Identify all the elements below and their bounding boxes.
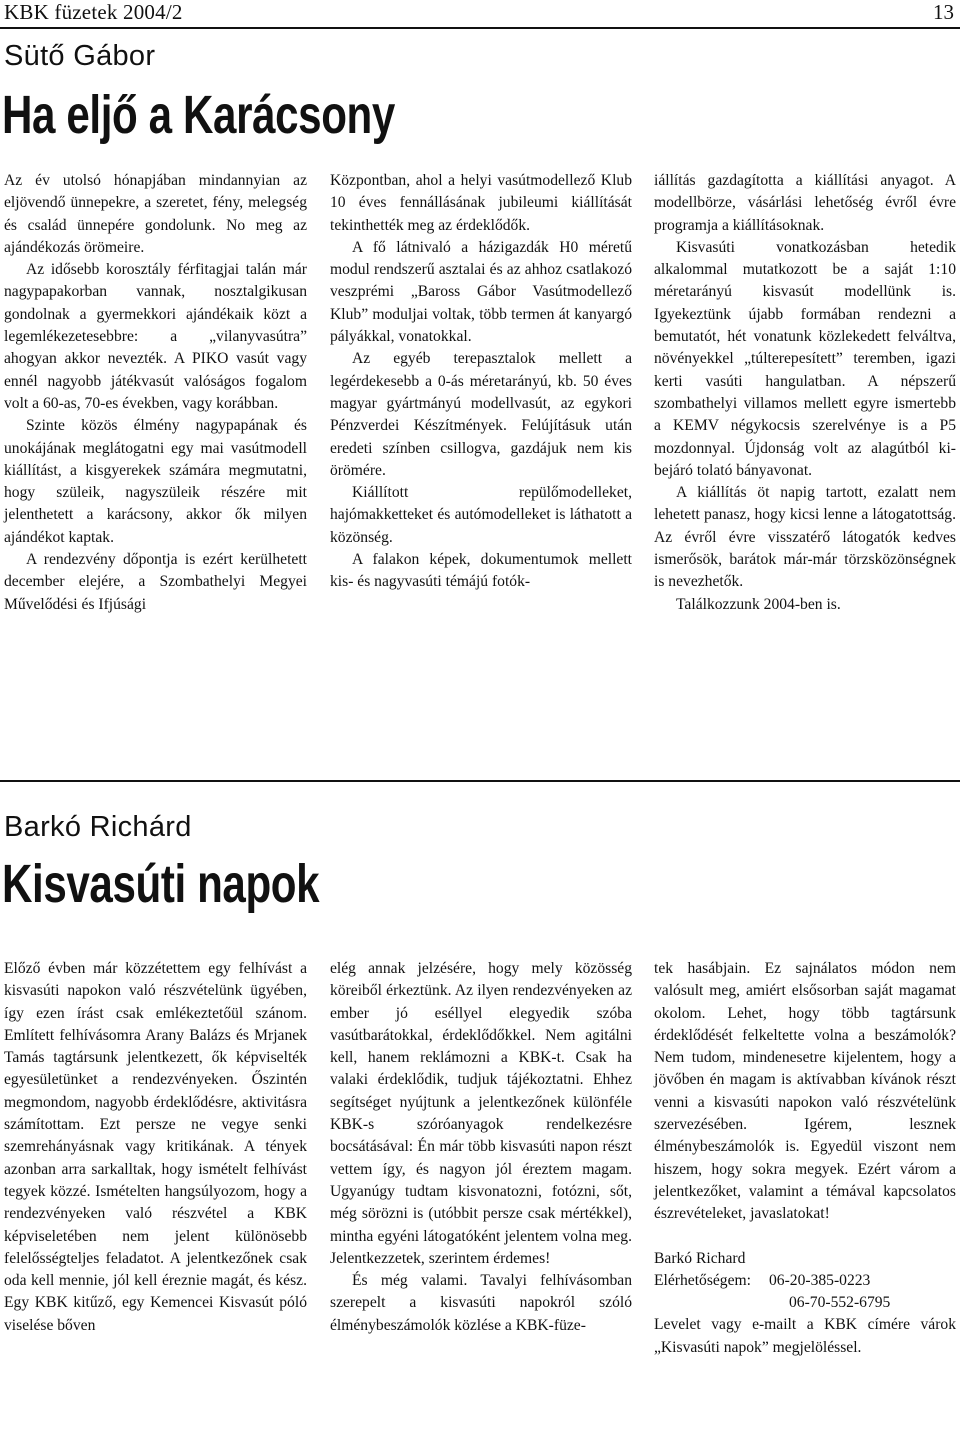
article-column-3 [654,170,956,616]
phone-number: 06-70-552-6795 [789,1294,891,1312]
signature-block [654,1248,956,1315]
article-title: Ha eljő a Karácsony [2,85,395,145]
paragraph: A falakon képek, dokumentumok mellett kis- és nagyvasúti témájú fotók- [330,551,632,591]
article-column-2 [330,170,632,594]
paragraph: iállítás gazdagította a kiállítási anyagot. A modellbörze, vásárlási lehetőség évről évre programja a kiállításoknak. [654,172,956,234]
article-author: Barkó Richárd [4,811,192,843]
paragraph: A kiállítás öt napig tartott, ezalatt nem lehetett panasz, hogy kicsi lenne a látogatottság. Az évről évre visszatérő látogatók kedves ismerősök, barátok már-már törzsközönségnek is nevezhetők. [654,484,956,591]
paragraph: Kisvasúti vonatkozásban hetedik alkalommal mutatkozott be a saját 1:10 méretarányú kisvasút modellünk is. Igyekeztünk újabb formában rendezni a bemutatót, hét vonatunk közlekedett felváltva, növényekkel „túlterepesített” teremben, igazi kerti vasúti hangulatban. A népszerű szombathelyi villamos mellett egyre ismertebb a KEMV négykocsis szerelvénye is a P5 mozdonnyal. Újdonság volt az alagútból ki-bejáró tolató bányavonat. [654,238,956,479]
paragraph: Szinte közös élmény nagypapának és unokájának meglátogatni egy mai vasútmodell kiállítást, a kisgyerekek számára megmutatni, hogy szüleik, nagyszüleik részére mit jelenthetett a karácsony, akkor ők milyen ajándékot kaptak. [4,417,307,546]
page-number: 13 [933,0,954,24]
contact-label: Elérhetőségem: [654,1271,751,1289]
closing-text: Levelet vagy e-mailt a KBK címére várok „Kisvasúti napok” megjelöléssel. [654,1316,956,1356]
paragraph: Az egyéb terepasztalok mellett a legérdekesebb a 0-ás méretarányú, kb. 50 éves magyar gyártmányú modellvasút, az egykori Pénzverdei Készítmények. Felújításuk után eredeti színben csillogva, gazdájuk nem kis örömére. [330,350,632,479]
journal-header: KBK füzetek 2004/2 [4,0,183,24]
paragraph: Az év utolsó hónapjában mindannyian az eljövendő ünnepekre, a szeretet, fény, melegség és család ünnepére gondolunk. No meg az ajándékozás örömeire. [4,172,307,256]
paragraph: Előző évben már közzétettem egy felhívást a kisvasúti napokon való részvételünk ügyében, így ezen írást csak emlékeztetőül szánom. Említett felhívásomra Arany Balázs és Mrjanek Tamás tagtársunk jelentkezett, ők képviselték egyesületünket a rendezvényeken. Őszintén megmondom, nagyobb érdeklődésre, aktivitásra számítottam. Ezt persze ne vegye senki szemrehányásnak vagy kritikának. A tények azonban arra sarkalltak, hogy ismételt felhívást tegyek közzé. Ismételten hangsúlyozom, hogy a rendezvényeken való részvétel a KBK képviseletében nem jelent különösebb felelősségteljes feladatot. A jelentkezőnek csak oda kell mennie, jól kell éreznie magát, és kész. Egy KBK kitűző, egy Kemencei Kisvasút póló viselése bőven [4,960,307,1334]
paragraph: És még valami. Tavalyi felhívásomban szerepelt a kisvasúti napokról szóló élménybeszámolók közlése a KBK-füze- [330,1272,632,1334]
paragraph: Központban, ahol a helyi vasútmodellező Klub 10 éves fennállásának jubileumi kiállítását tekinthették meg az érdeklődők. [330,172,632,234]
signature-name: Barkó Richard [654,1249,746,1267]
header-rule [0,27,960,29]
article-separator [0,780,960,782]
paragraph: Kiállított repülőmodelleket, hajómakketteket és autómodelleket is láthatott a közönség. [330,484,632,546]
article-column-3 [654,958,956,1359]
article-title: Kisvasúti napok [2,854,320,914]
paragraph: Találkozzunk 2004-ben is. [676,595,841,613]
article-column-2 [330,958,632,1337]
article-author: Sütő Gábor [4,40,156,72]
paragraph: Az idősebb korosztály férfitagjai talán már nagypapakorban vannak, nosztalgikusan gondolnak a gyermekkori ajándékaik közt a legemlékezetesebbre: a „vilanyvasútra” ahogyan akkor nevezték. A PIKO vasút vagy ennél nagyobb játékvasút valóságos fogalom volt a 60-as, 70-es években, vagy korábban. [4,261,307,412]
contact-line-2 [654,1292,956,1314]
paragraph: elég annak jelzésére, hogy mely közösség köreiből érkeztünk. Az ilyen rendezvényeken az ember jó eséllyel elegyedik szóba vasútbarátokkal, érdeklődőkkel. Nem agitálni kell, hanem reklámozni a KBK-t. Csak ha valaki érdeklődik, tudjuk tájékoztatni. Ehhez segítséget nyújtunk a jelentkezőnek különféle KBK-s szóróanyagok rendelkezésre bocsátásával: Én már több kisvasúti napon részt vettem így, és nagyon jól éreztem magam. Ugyanúgy tudtam kisvonatozni, fotózni, sőt, még sörözni is (utóbbit persze csak mértékkel), mintha egyéni látogatóként jelentem volna meg. Jelentkezzetek, szerintem érdemes! [330,960,632,1267]
contact-line-1 [654,1270,956,1292]
article-column-1 [4,170,307,616]
article-column-1 [4,958,307,1337]
phone-number: 06-20-385-0223 [769,1271,871,1289]
paragraph: A fő látnivaló a házigazdák H0 méretű modul rendszerű asztalai és az ahhoz csatlakozó veszprémi „Baross Gábor Vasútmodellező Klub” moduljai voltak, több termen át kanyargó pályákkal, vonatokkal. [330,238,632,346]
paragraph: tek hasábjain. Ez sajnálatos módon nem valósult meg, amiért elsősorban saját magamat okolom. Lehet, hogy több tagtársunk érdeklődését felkeltette volna a beszámolók? Nem tudom, mindenesetre kijelentem, hogy a jövőben én magam is aktívabban kívánok részt venni a kisvasúti napokon való részvételünk szervezésében. Igérem, lesznek élménybeszámolók is. Egyedül viszont nem hiszem, hogy sokra megyek. Ezért várom a jelentkezőket, valamint a témával kapcsolatos észrevételeket, javaslatokat! [654,960,956,1223]
paragraph: A rendezvény dőpontja is ezért kerülhetett december elejére, a Szombathelyi Megyei Művelődési és Ifjúsági [4,551,307,613]
